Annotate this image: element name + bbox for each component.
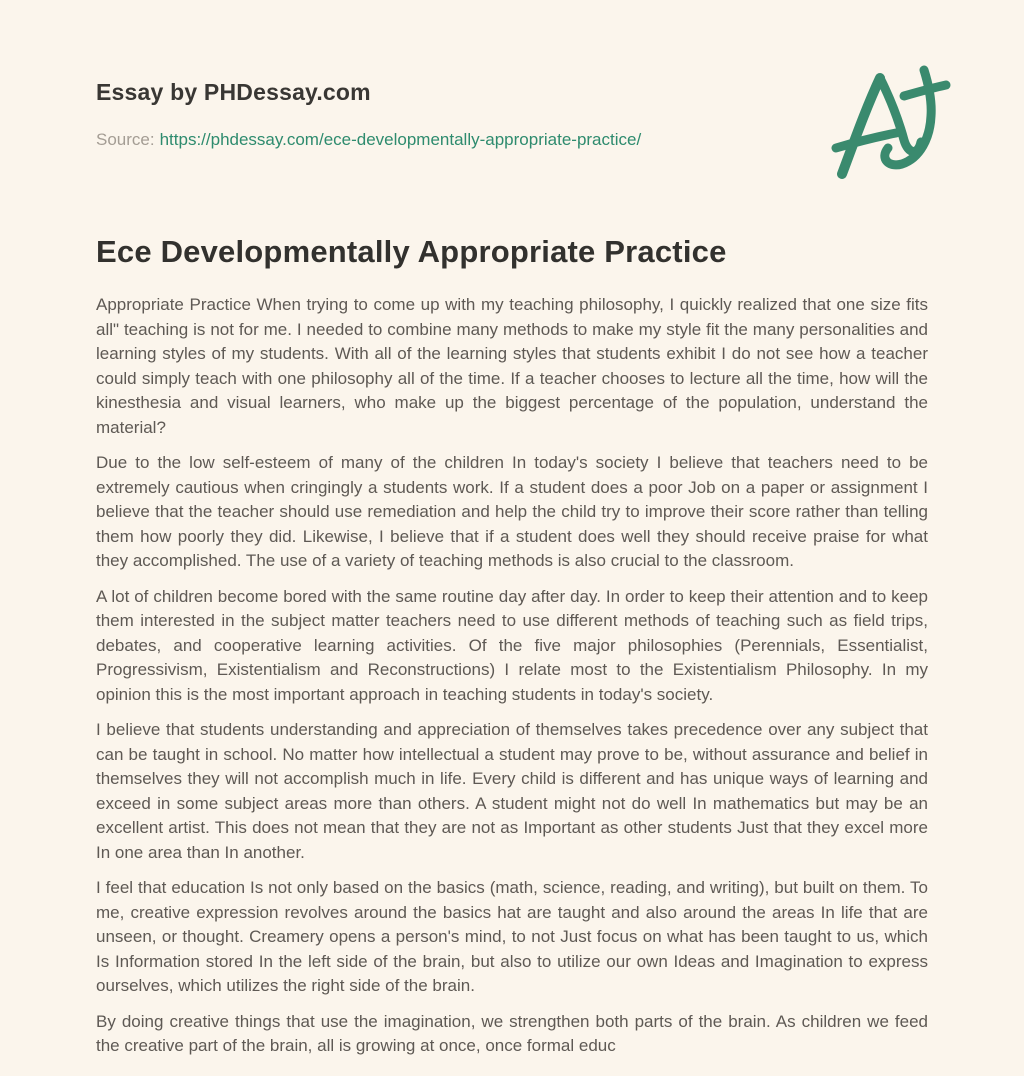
essay-paragraph: Appropriate Practice When trying to come up with my teaching philosophy, I quickly realized that one size fits all" teaching is not for me. I needed to combine many methods to make my style fit the many personalities and learning styles of my students. With all of the learning styles that students exhibit I do not see how a teacher could simply teach with one philosophy all of the time. If a teacher chooses to lecture all the time, how will the kinesthesia and visual learners, who make up the biggest percentage of the population, understand the material? <box>96 295 928 437</box>
source-label: Source: <box>96 130 155 149</box>
essay-title: Ece Developmentally Appropriate Practice <box>96 234 727 269</box>
source-link[interactable]: https://phdessay.com/ece-developmentally-appropriate-practice/ <box>159 130 642 149</box>
a-plus-logo-icon <box>828 52 952 184</box>
essay-paragraph: I believe that students understanding and appreciation of themselves takes precedence over any subject that can be taught in school. No matter how intellectual a student may prove to be, without assurance and belief in themselves they will not accomplish much in life. Every child is different and has unique ways of learning and exceed in some subject areas more than others. A student might not do well In mathematics but may be an excellent artist. This does not mean that they are not as Important as other students Just that they excel more In one area than In another. <box>96 720 928 862</box>
essay-paragraph: A lot of children become bored with the same routine day after day. In order to keep their attention and to keep them interested in the subject matter teachers need to use different methods of teaching such as field trips, debates, and cooperative learning activities. Of the five major philosophies (Perennials, Essentialist, Progressivism, Existentialism and Reconstructions) I relate most to the Existentialism Philosophy. In my opinion this is the most important approach in teaching students in today's society. <box>96 586 928 704</box>
essay-paragraph: Due to the low self-esteem of many of the children In today's society I believe that teachers need to be extremely cautious when cringingly a students work. If a student does a poor Job on a paper or assignment I believe that the teacher should use remediation and help the child try to improve their score rather than telling them how poorly they did. Likewise, I believe that if a student does well they should receive praise for what they accomplished. The use of a variety of teaching methods is also crucial to the classroom. <box>96 453 928 570</box>
brand-title: Essay by PHDessay.com <box>96 79 371 105</box>
essay-paragraph: I feel that education Is not only based on the basics (math, science, reading, and writing), but built on them. To me, creative expression revolves around the basics hat are taught and also around the areas In life that are unseen, or thought. Creamery opens a person's mind, to not Just focus on what has been taught to us, which Is Information stored In the left side of the brain, but also to utilize our own Ideas and Imagination to express ourselves, which utilizes the right side of the brain. <box>96 878 928 995</box>
source-line <box>96 128 928 151</box>
essay-body <box>96 293 928 1059</box>
essay-paragraph: By doing creative things that use the imagination, we strengthen both parts of the brain. As children we feed the creative part of the brain, all is growing at once, once formal educ <box>96 1011 928 1055</box>
